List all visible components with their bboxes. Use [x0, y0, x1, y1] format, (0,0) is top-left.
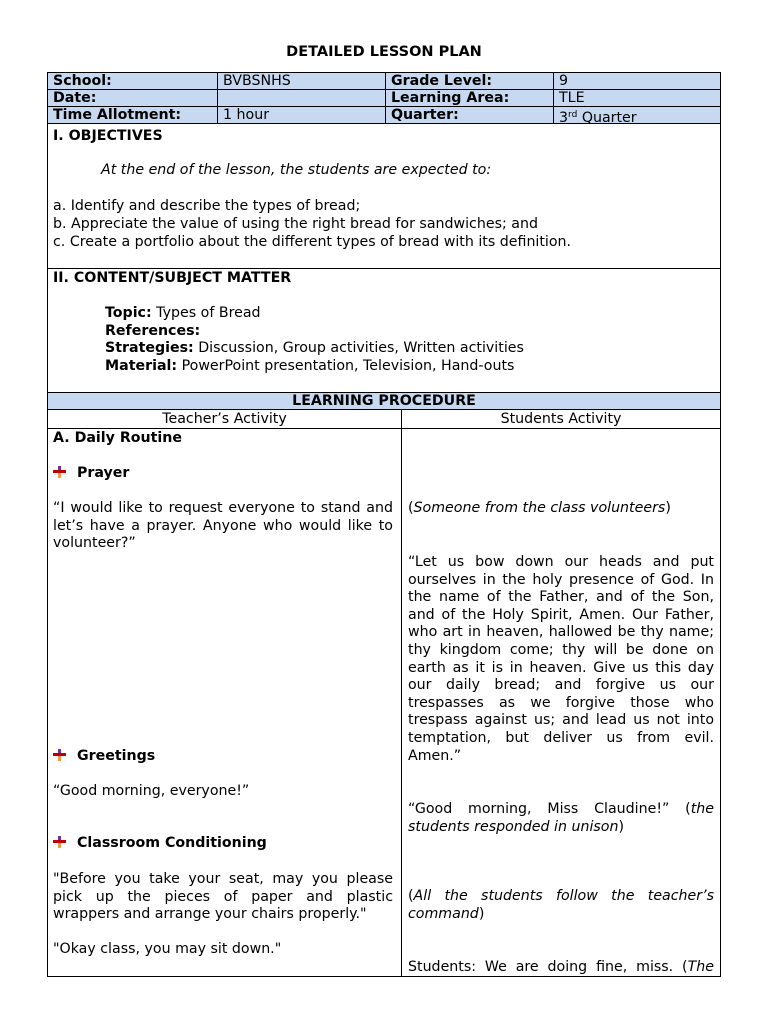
sit-down-teacher-text: "Okay class, you may sit down.": [53, 941, 282, 957]
students-activity-header: Students Activity: [401, 410, 721, 429]
time-allotment-value: 1 hour: [217, 106, 386, 124]
daily-routine-heading: A. Daily Routine: [53, 430, 182, 446]
prayer-heading-row: [53, 465, 129, 481]
conditioning-student-text: (All the students follow the teacher’s command): [408, 888, 714, 922]
content-heading: II. CONTENT/SUBJECT MATTER: [53, 270, 292, 286]
strategies-line: Strategies: Discussion, Group activities, Written activities: [105, 340, 524, 356]
grade-level-value: 9: [553, 72, 721, 90]
greetings-heading-row: [53, 748, 155, 764]
objective-item: b. Appreciate the value of using the right bread for sandwiches; and: [53, 216, 538, 232]
quarter-value: 3rd Quarter: [553, 106, 721, 124]
column-divider: [401, 410, 402, 977]
document-title: DETAILED LESSON PLAN: [286, 44, 482, 60]
greetings-teacher-text: “Good morning, everyone!”: [53, 783, 250, 799]
grade-level-label: Grade Level:: [385, 72, 554, 90]
objectives-section: [47, 124, 721, 269]
conditioning-heading: Classroom Conditioning: [77, 835, 267, 851]
school-label: School:: [47, 72, 218, 90]
prayer-teacher-text: “I would like to request everyone to stand and let’s have a prayer. Anyone who would like to volunteer?”: [53, 500, 393, 552]
prayer-student-text: “Let us bow down our heads and put ourselves in the holy presence of God. In the name of the Father, and of the Son, and of the Holy Spirit, Amen. Our Father, who art in heaven, hallowed be thy name; thy kingdom come; thy will be done on earth as it is in heaven. Give us this day our daily bread; and forgive us our trespasses as we forgive those who trespass against us; and lead us not into temptation, but deliver us from evil. Amen.”: [408, 554, 714, 764]
objective-item: c. Create a portfolio about the different types of bread with its definition.: [53, 234, 572, 250]
prayer-student-note: (Someone from the class volunteers): [408, 500, 671, 516]
conditioning-teacher-text: "Before you take your seat, may you please pick up the pieces of paper and plastic wrappers and arrange your chairs properly.": [53, 871, 393, 923]
learning-area-label: Learning Area:: [385, 89, 554, 107]
quarter-label: Quarter:: [385, 106, 554, 124]
time-allotment-label: Time Allotment:: [47, 106, 218, 124]
material-line: Material: PowerPoint presentation, Television, Hand-outs: [105, 358, 515, 374]
greetings-student-text: “Good morning, Miss Claudine!” (the students responded in unison): [408, 801, 714, 835]
greetings-heading: Greetings: [77, 748, 156, 764]
learning-procedure-heading: LEARNING PROCEDURE: [47, 392, 721, 410]
bullet-icon: [53, 835, 67, 849]
school-value: BVBSNHS: [217, 72, 386, 90]
teacher-activity-header: Teacher’s Activity: [47, 410, 402, 429]
date-value: [217, 89, 386, 107]
prayer-heading: Prayer: [77, 465, 130, 481]
conditioning-heading-row: [53, 835, 267, 851]
objectives-heading: I. OBJECTIVES: [53, 128, 163, 144]
date-label: Date:: [47, 89, 218, 107]
objective-item: a. Identify and describe the types of bread;: [53, 198, 361, 214]
objectives-intro: At the end of the lesson, the students are expected to:: [101, 162, 492, 178]
topic-line: Topic: Types of Bread: [105, 305, 261, 321]
content-section: [47, 268, 721, 393]
bullet-icon: [53, 465, 67, 479]
references-line: References:: [105, 323, 201, 339]
learning-area-value: TLE: [553, 89, 721, 107]
sit-down-student-text: Students: We are doing fine, miss. (The: [408, 959, 714, 975]
bullet-icon: [53, 748, 67, 762]
